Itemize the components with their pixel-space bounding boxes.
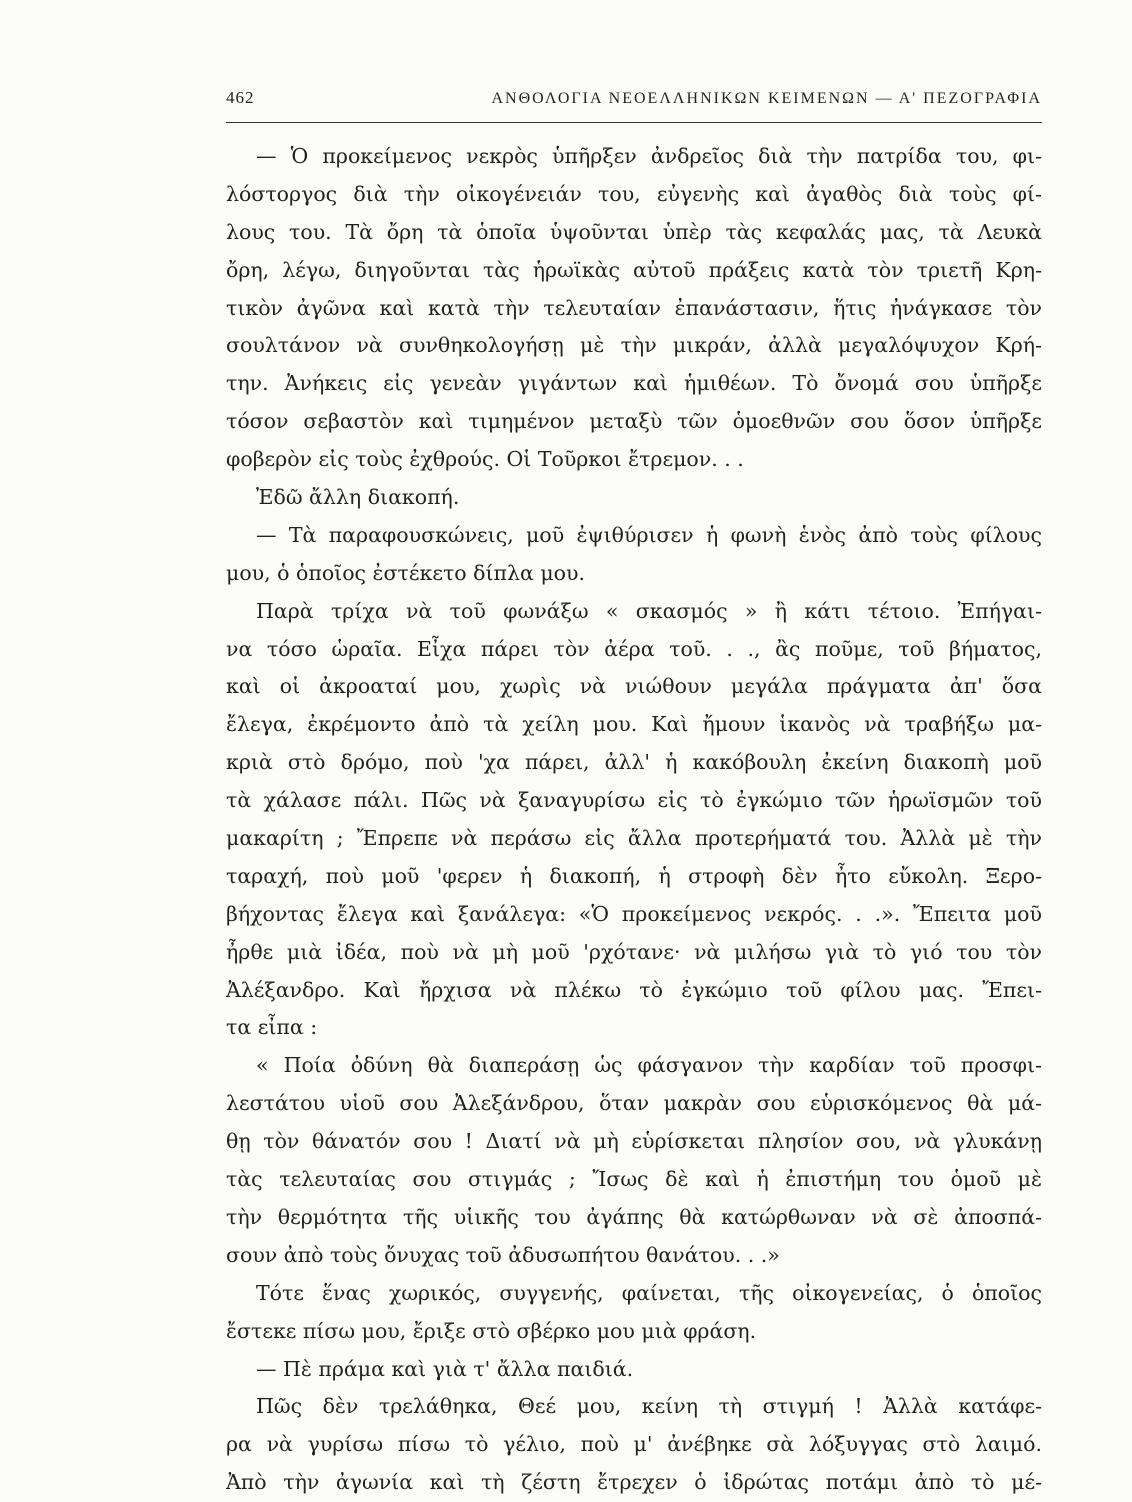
text-line: « Ποία ὀδύνη θὰ διαπεράσῃ ὡς φάσγανον τὴν καρδίαν τοῦ προσφι- <box>256 1053 1042 1078</box>
text-line: τὴν θερμότητα τῆς υἱικῆς του ἀγάπης θὰ κατώρθωναν νὰ σὲ ἀποσπά- <box>226 1204 1042 1229</box>
text-line: μου, ὁ ὁποῖος ἐστέκετο δίπλα μου. <box>226 560 585 585</box>
text-line: καὶ οἱ ἀκροαταί μου, χωρὶς νὰ νιώθουν μεγάλα πράγματα ἀπ' ὅσα <box>226 674 1042 699</box>
text-line: βήχοντας ἔλεγα καὶ ξανάλεγα: «Ὁ προκείμενος νεκρός. . .». Ἔπειτα μοῦ <box>226 901 1042 926</box>
text-line: τὰς τελευταίας σου στιγμάς ; Ἴσως δὲ καὶ ἡ ἐπιστήμη του ὁμοῦ μὲ <box>226 1167 1042 1192</box>
text-line: Ἀλέξανδρο. Καὶ ἤρχισα νὰ πλέκω τὸ ἐγκώμιο τοῦ φίλου μας. Ἔπει- <box>226 977 1042 1002</box>
text-line: Παρὰ τρίχα νὰ τοῦ φωνάξω « σκασμός » ἢ κάτι τέτοιο. Ἐπήγαι- <box>256 598 1042 623</box>
text-line: θῃ τὸν θάνατόν σου ! Διατί νὰ μὴ εὑρίσκεται πλησίον σου, νὰ γλυκάνῃ <box>226 1129 1042 1154</box>
text-line: τὰ χάλασε πάλι. Πῶς νὰ ξαναγυρίσω εἰς τὸ ἐγκώμιο τῶν ἡρωϊσμῶν τοῦ <box>226 788 1042 813</box>
text-line: τικὸν ἀγῶνα καὶ κατὰ τὴν τελευταίαν ἐπανάστασιν, ἥτις ἠνάγκασε τὸν <box>226 295 1042 320</box>
text-line: ρα νὰ γυρίσω πίσω τὸ γέλιο, ποὺ μ' ἀνέβηκε σὰ λόξυγγας στὸ λαιμό. <box>226 1432 1042 1457</box>
text-line: ἔλεγα, ἐκρέμοντο ἀπὸ τὰ χείλη μου. Καὶ ἤμουν ἱκανὸς νὰ τραβήξω μα- <box>226 712 1042 737</box>
text-line: ἦρθε μιὰ ἰδέα, ποὺ νὰ μὴ μοῦ 'ρχότανε· νὰ μιλήσω γιὰ τὸ γιό του τὸν <box>226 939 1042 964</box>
text-line: λόστοργος διὰ τὴν οἰκογένειάν του, εὐγενὴς καὶ ἀγαθὸς διὰ τοὺς φί- <box>226 181 1042 206</box>
text-line: ταραχή, ποὺ μοῦ 'φερεν ἡ διακοπή, ἡ στροφὴ δὲν ἦτο εὔκολη. Ξερο- <box>226 863 1042 888</box>
text-line: λεστάτου υἱοῦ σου Ἀλεξάνδρου, ὅταν μακρὰν σου εὑρισκόμενος θὰ μά- <box>226 1091 1042 1116</box>
running-title: ΑΝΘΟΛΟΓΙΑ ΝΕΟΕΛΛΗΝΙΚΩΝ ΚΕΙΜΕΝΩΝ — Α' ΠΕΖΟΓΡΑΦΙΑ <box>491 90 1042 107</box>
text-line: Ἀπὸ τὴν ἀγωνία καὶ τὴ ζέστη ἔτρεχεν ὁ ἱδρώτας ποτάμι ἀπὸ τὸ μέ- <box>226 1470 1042 1495</box>
running-head <box>226 88 1042 118</box>
page-number: 462 <box>226 88 255 107</box>
text-line: κριὰ στὸ δρόμο, ποὺ 'χα πάρει, ἀλλ' ἡ κακόβουλη ἐκείνη διακοπὴ μοῦ <box>226 750 1042 775</box>
text-line: — Πὲ πράμα καὶ γιὰ τ' ἄλλα παιδιά. <box>256 1356 634 1381</box>
text-line: — Ὁ προκείμενος νεκρὸς ὑπῆρξεν ἀνδρεῖος διὰ τὴν πατρίδα του, φι- <box>256 144 1042 168</box>
text-line: τόσον σεβαστὸν καὶ τιμημένον μεταξὺ τῶν ὁμοεθνῶν σου ὅσον ὑπῆρξε <box>226 409 1042 434</box>
text-line: φοβερὸν εἰς τοὺς ἐχθρούς. Οἱ Τοῦρκοι ἔτρεμον. . . <box>226 447 744 472</box>
text-line: λους του. Τὰ ὄρη τὰ ὁποῖα ὑψοῦνται ὑπὲρ τὰς κεφαλάς μας, τὰ Λευκὰ <box>226 219 1042 244</box>
text-line: ἔστεκε πίσω μου, ἔριξε στὸ σβέρκο μου μιὰ φράση. <box>226 1318 757 1343</box>
header-rule <box>226 122 1042 123</box>
text-line: να τόσο ὡραῖα. Εἶχα πάρει τὸν ἀέρα τοῦ. . ., ἂς ποῦμε, τοῦ βήματος, <box>226 636 1042 661</box>
text-line: Τότε ἕνας χωρικός, συγγενής, φαίνεται, τῆς οἰκογενείας, ὁ ὁποῖος <box>256 1280 1042 1305</box>
text-line: μακαρίτη ; Ἔπρεπε νὰ περάσω εἰς ἄλλα προτερήματά του. Ἀλλὰ μὲ τὴν <box>226 826 1042 851</box>
text-line: τα εἶπα : <box>226 1015 318 1040</box>
text-line: — Τὰ παραφουσκώνεις, μοῦ ἐψιθύρισεν ἡ φωνὴ ἑνὸς ἀπὸ τοὺς φίλους <box>256 522 1042 547</box>
body-text <box>226 138 1042 1502</box>
text-line: Πῶς δὲν τρελάθηκα, Θεέ μου, κείνη τὴ στιγμή ! Ἀλλὰ κατάφε- <box>256 1394 1042 1419</box>
text-line: ὄρη, λέγω, διηγοῦνται τὰς ἡρωϊκὰς αὐτοῦ πράξεις κατὰ τὸν τριετῆ Κρη- <box>226 257 1042 282</box>
text-line: σουλτάνον νὰ συνθηκολογήσῃ μὲ τὴν μικράν, ἀλλὰ μεγαλόψυχον Κρή- <box>226 333 1042 358</box>
text-line: σουν ἀπὸ τοὺς ὄνυχας τοῦ ἀδυσωπήτου θανάτου. . .» <box>226 1242 780 1267</box>
text-line: Ἐδῶ ἄλλη διακοπή. <box>256 485 460 510</box>
text-line: την. Ἀνήκεις εἰς γενεὰν γιγάντων καὶ ἡμιθέων. Τὸ ὄνομά σου ὑπῆρξε <box>226 371 1042 396</box>
